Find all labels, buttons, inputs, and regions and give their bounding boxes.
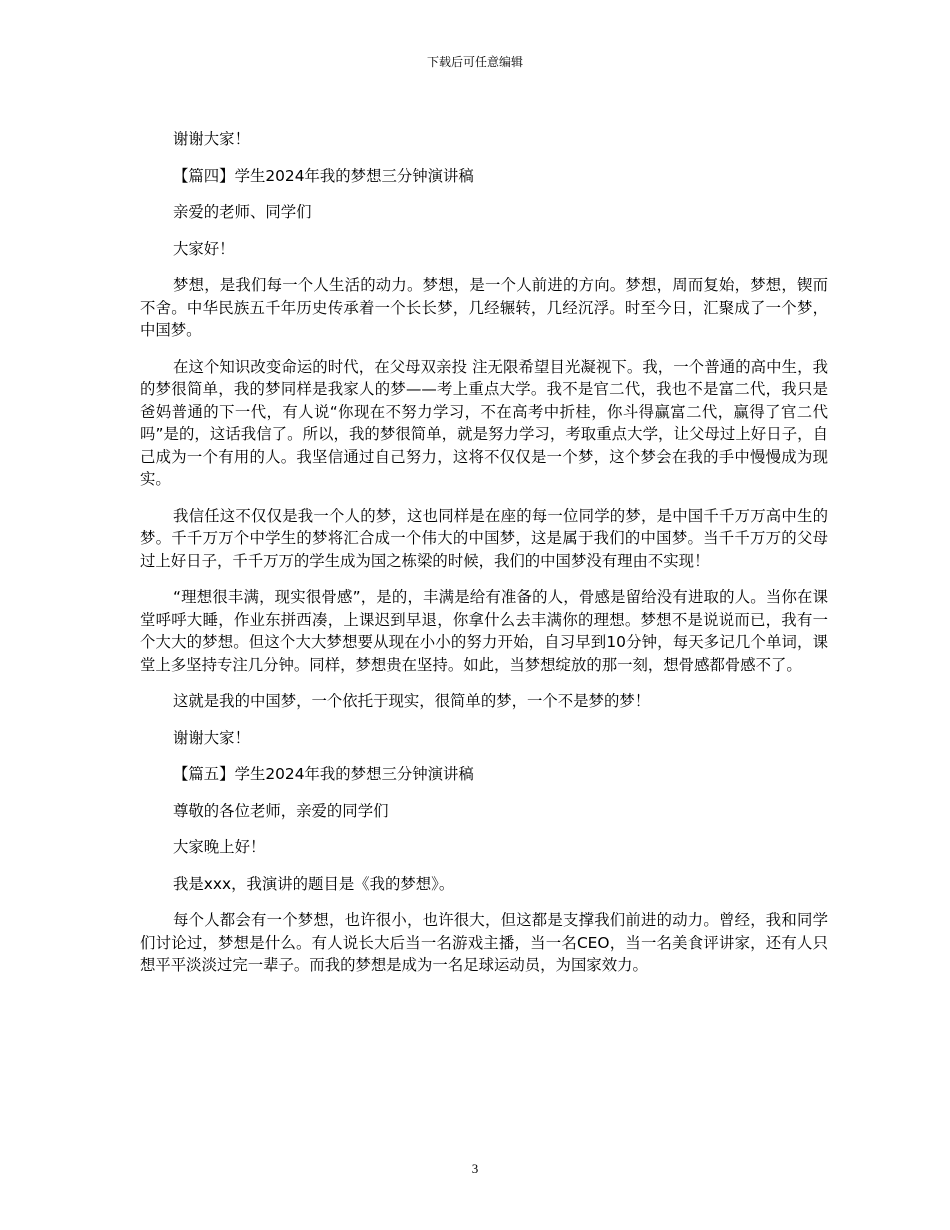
greeting-1: 大家好！ <box>173 239 235 258</box>
closing-thanks-1: 谢谢大家！ <box>173 130 250 148</box>
salutation-2: 尊敬的各位老师，亲爱的同学们 <box>173 801 389 820</box>
section-heading-5: 【篇五】学生2024年我的梦想三分钟演讲稿 <box>173 765 474 783</box>
greeting-2: 大家晚上好！ <box>173 838 266 856</box>
body-paragraph-2: 在这个知识改变命运的时代，在父母双亲投 注无限希望目光凝视下。我，一个普通的高中生，我的梦很简单，我的梦同样是我家人的梦——考上重点大学。我不是官二代，我也不是富二代，我只是爸妈普通的下一代，有人说“你现在不努力学习，不在高考中折桂，你斗得赢富二代，赢得了官二代吗”是的，这话我信了。所以，我的梦很简单，就是努力学习，考取重点大学，让父母过上好日子，自己成为一个有用的人。我坚信通过自己努力，这将不仅仅是一个梦，这个梦会在我的手中慢慢成为现实。 <box>140 357 828 488</box>
body-paragraph-3: 我信任这不仅仅是我一个人的梦，这也同样是在座的每一位同学的梦，是中国千千万万高中生的梦。千千万万个中学生的梦将汇合成一个伟大的中国梦，这是属于我们的中国梦。当千千万万的父母过上好日子，千千万万的学生成为国之栋梁的时候，我们的中国梦没有理由不实现！ <box>140 506 828 570</box>
document-body <box>140 128 828 991</box>
section-heading-4: 【篇四】学生2024年我的梦想三分钟演讲稿 <box>173 166 474 185</box>
body-paragraph-1: 梦想，是我们每一个人生活的动力。梦想，是一个人前进的方向。梦想，周而复始，梦想，锲而不舍。中华民族五千年历史传承着一个长长梦，几经辗转，几经沉浮。时至今日，汇聚成了一个梦，中国梦。 <box>140 276 828 339</box>
salutation-1: 亲爱的老师、同学们 <box>173 203 312 221</box>
body-paragraph-6: 我是xxx，我演讲的题目是《我的梦想》。 <box>173 874 455 893</box>
closing-thanks-2: 谢谢大家！ <box>173 728 250 747</box>
page-number: 3 <box>471 1161 479 1176</box>
page-header: 下载后可任意编辑 <box>426 55 523 69</box>
body-paragraph-4: “理想很丰满，现实很骨感”，是的，丰满是给有准备的人，骨感是留给没有进取的人。当你在课堂呼呼大睡，作业东拼西凑，上课迟到早退，你拿什么去丰满你的理想。梦想不是说说而已，我有一个大大的梦想。但这个大大梦想要从现在小小的努力开始，自习早到10分钟，每天多记几个单词，课堂上多坚持专注几分钟。同样，梦想贵在坚持。如此，当梦想绽放的那一刻，想骨感都骨感不了。 <box>140 588 828 674</box>
body-paragraph-7: 每个人都会有一个梦想，也许很小，也许很大，但这都是支撑我们前进的动力。曾经，我和同学们讨论过，梦想是什么。有人说长大后当一名游戏主播，当一名CEO，当一名美食评讲家，还有人只想平平淡淡过完一辈子。而我的梦想是成为一名足球运动员，为国家效力。 <box>140 911 828 974</box>
body-paragraph-5: 这就是我的中国梦，一个依托于现实，很简单的梦，一个不是梦的梦！ <box>173 692 651 710</box>
